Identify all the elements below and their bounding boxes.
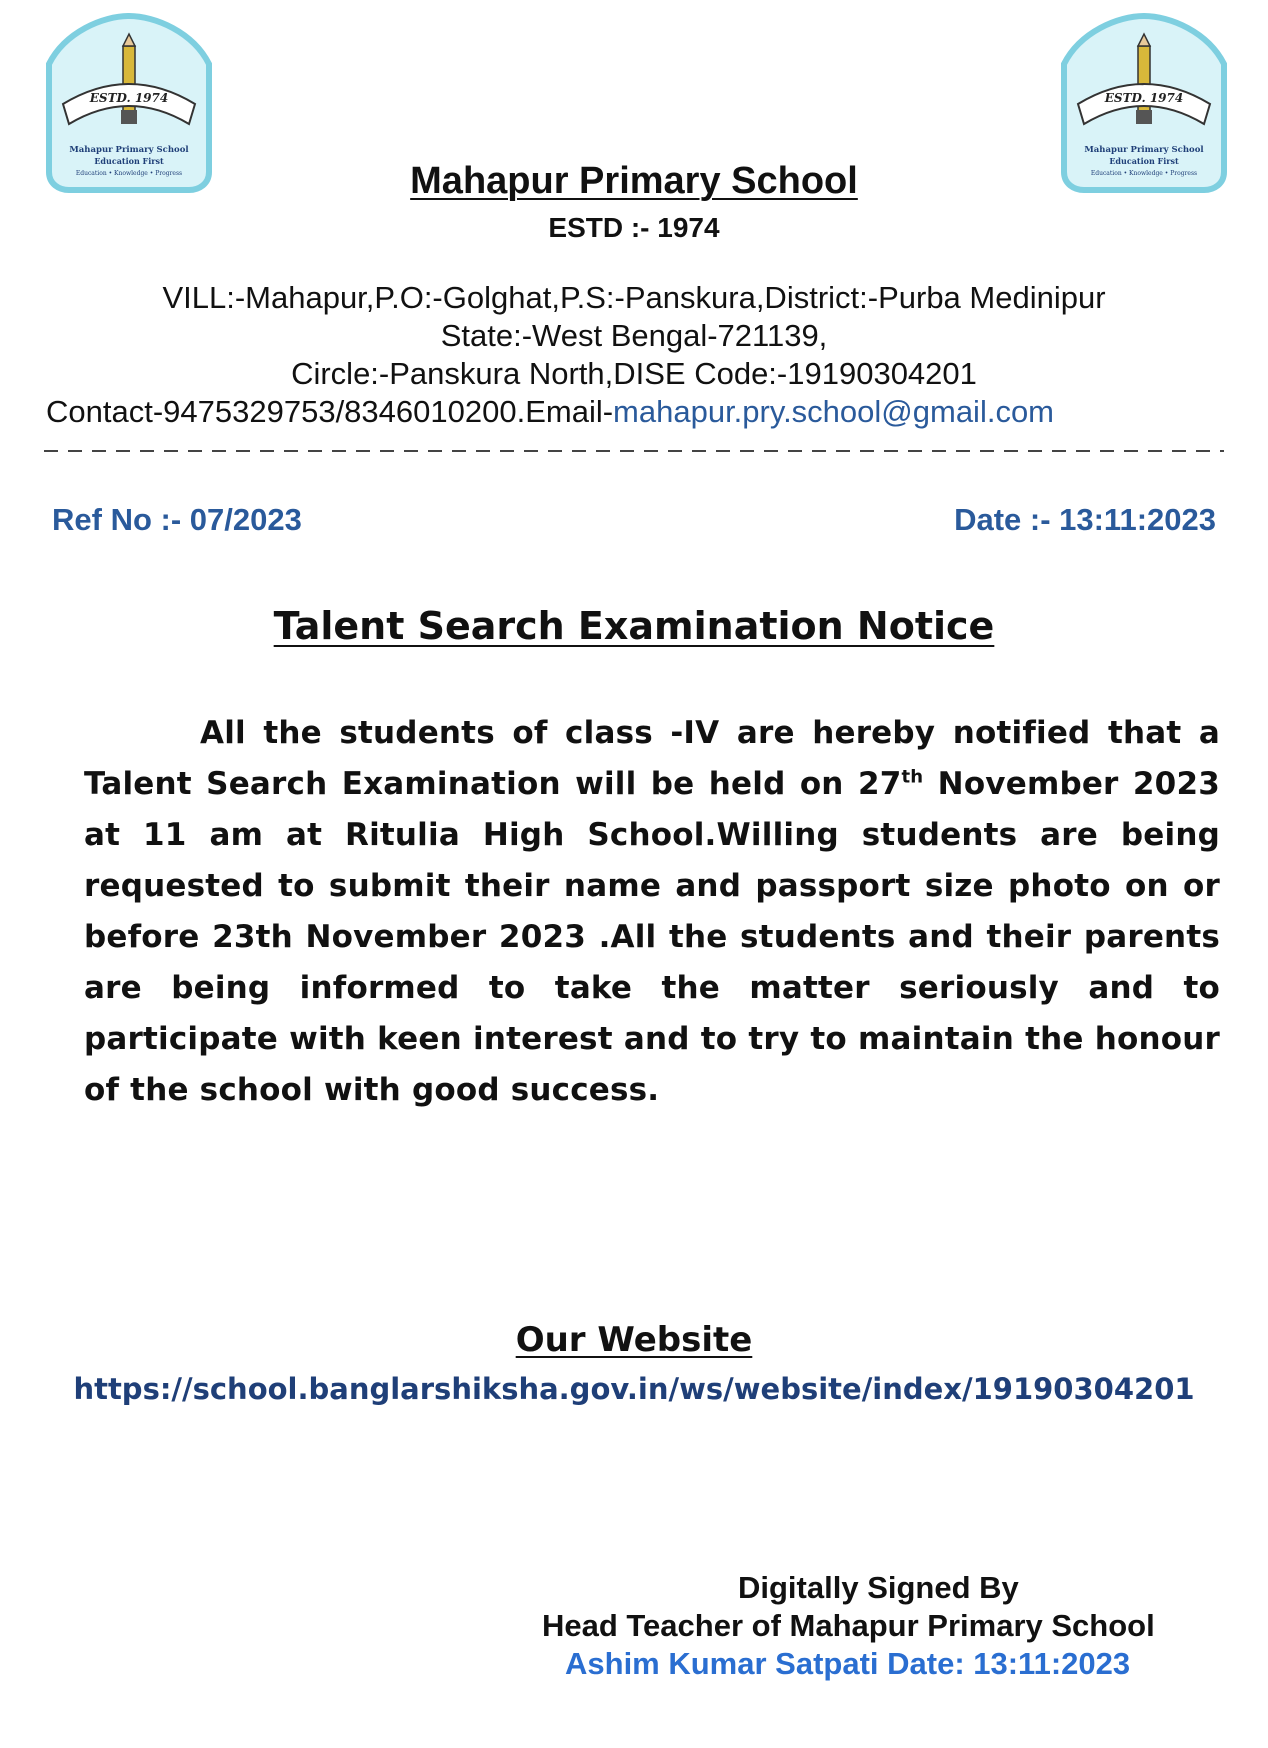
established-year: ESTD :- 1974 [548, 212, 720, 243]
svg-text:Mahapur Primary School: Mahapur Primary School [1084, 145, 1204, 155]
address-line-3: Circle:-Panskura North,DISE Code:-19190304201 [291, 356, 977, 391]
signatory-name-date: Ashim Kumar Satpati Date: 13:11:2023 [565, 1646, 1131, 1681]
school-name-heading: Mahapur Primary School [410, 160, 858, 202]
contact-line [46, 394, 1054, 430]
svg-text:Education • Knowledge • Progre: Education • Knowledge • Progress [1090, 170, 1198, 177]
address-line-1: VILL:-Mahapur,P.O:-Golghat,P.S:-Panskura,District:-Purba Medinipur [162, 280, 1106, 315]
signature-label: Digitally Signed By [738, 1570, 1019, 1605]
notice-body-part-1: All the students of class -IV are hereby notified that a Talent Search Examination will be held on 27 [84, 715, 1220, 802]
ordinal-suffix: th [901, 766, 924, 788]
notice-body-part-2: November 2023 at 11 am at Ritulia High School.Willing students are being requested to submit their name and passport size photo on or before 23th November 2023 .All the students and their parents are being informed to take the matter seriously and to participate with keen interest and to try to maintain the honour of the school with good success. [84, 766, 1220, 1108]
svg-text:Education First: Education First [1109, 156, 1179, 166]
svg-text:Education • Knowledge • Progre: Education • Knowledge • Progress [75, 170, 183, 177]
website-heading: Our Website [515, 1320, 753, 1360]
reference-number: Ref No :- 07/2023 [52, 502, 302, 537]
notice-title: Talent Search Examination Notice [273, 604, 995, 648]
address-line-2: State:-West Bengal-721139, [440, 318, 828, 353]
notice-body [84, 708, 1220, 1116]
contact-text: Contact-9475329753/8346010200.Email- [46, 394, 614, 429]
notice-date: Date :- 13:11:2023 [954, 502, 1216, 537]
svg-text:Mahapur Primary School: Mahapur Primary School [69, 145, 189, 155]
email-link[interactable]: mahapur.pry.school@gmail.com [613, 394, 1055, 429]
svg-text:ESTD. 1974: ESTD. 1974 [89, 91, 169, 105]
svg-text:Education First: Education First [94, 156, 164, 166]
svg-text:ESTD. 1974: ESTD. 1974 [1104, 91, 1184, 105]
dashed-divider [44, 450, 1224, 452]
signatory-title: Head Teacher of Mahapur Primary School [542, 1608, 1155, 1643]
website-url-link[interactable]: https://school.banglarshiksha.gov.in/ws/website/index/19190304201 [73, 1372, 1195, 1406]
